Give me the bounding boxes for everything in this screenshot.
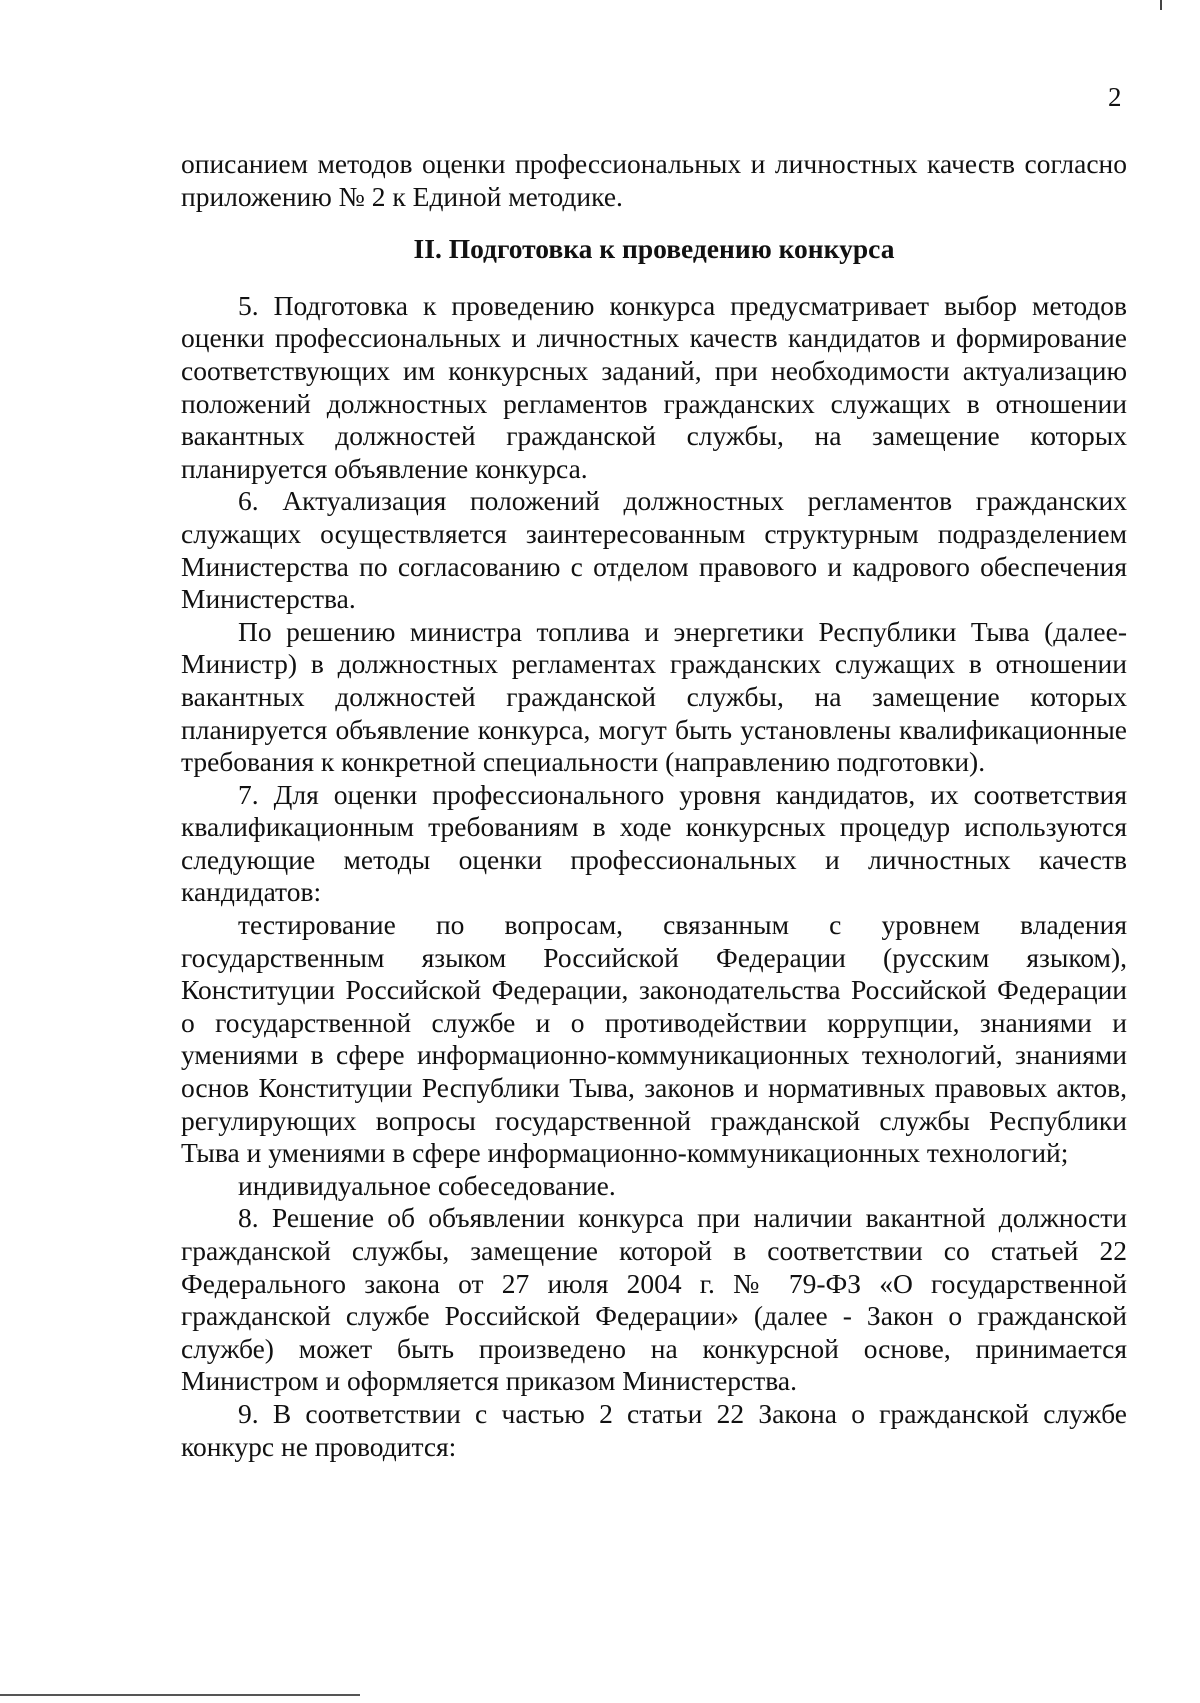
paragraph-9: 9. В соответствии с частью 2 статьи 22 Закона о гражданской службе конкурс не проводится: [181, 1397, 1127, 1462]
scan-edge-mark [1160, 0, 1162, 10]
paragraph-5: 5. Подготовка к проведению конкурса предусматривает выбор методов оценки профессиональных и личностных качеств кандидатов и формирование соответствующих им конкурсных заданий, при необходимости актуализацию положений должностных регламентов гражданских служащих в отношении вакантных должностей гражданской службы, на замещение которых планируется объявление конкурса. [181, 289, 1127, 484]
bottom-scan-line [0, 1694, 360, 1696]
paragraph-8: 8. Решение об объявлении конкурса при наличии вакантной должности гражданской службы, замещение которой в соответствии со статьей 22 Федерального закона от 27 июля 2004 г. № 79-ФЗ «О государственной гражданской службе Российской Федерации» (далее - Закон о гражданской службе) может быть произведено на конкурсной основе, принимается Министром и оформляется приказом Министерства. [181, 1202, 1127, 1397]
paragraph-testing: тестирование по вопросам, связанным с уровнем владения государственным языком Российской Федерации (русским языком), Конституции Российской Федерации, законодательства Российской Федерации о государственной службе и о противодействии коррупции, знаниями и умениями в сфере информационно-коммуникационных технологий, знаниями основ Конституции Республики Тыва, законов и нормативных правовых актов, регулирующих вопросы государственной гражданской службы Республики Тыва и умениями в сфере информационно-коммуникационных технологий; [181, 909, 1127, 1169]
section-title: II. Подготовка к проведению конкурса [413, 233, 895, 265]
paragraph-minister-decision: По решению министра топлива и энергетики Республики Тыва (далее- Министр) в должностных регламентах гражданских служащих в отношении вакантных должностей гражданской службы, на замещение которых планируется объявление конкурса, могут быть установлены квалификационные требования к конкретной специальности (направлению подготовки). [181, 615, 1127, 778]
page-number: 2 [1108, 82, 1122, 112]
paragraph-6: 6. Актуализация положений должностных регламентов гражданских служащих осуществляется заинтересованным структурным подразделением Министерства по согласованию с отделом правового и кадрового обеспечения Министерства. [181, 485, 1127, 615]
document-body [181, 148, 1127, 1463]
paragraph-7: 7. Для оценки профессионального уровня кандидатов, их соответствия квалификационным требованиям в ходе конкурсных процедур используются следующие методы оценки профессиональных и личностных качеств кандидатов: [181, 778, 1127, 908]
paragraph-interview: индивидуальное собеседование. [238, 1169, 616, 1201]
intro-paragraph: описанием методов оценки профессиональных и личностных качеств согласно приложению № 2 к Единой методике. [181, 148, 1127, 212]
